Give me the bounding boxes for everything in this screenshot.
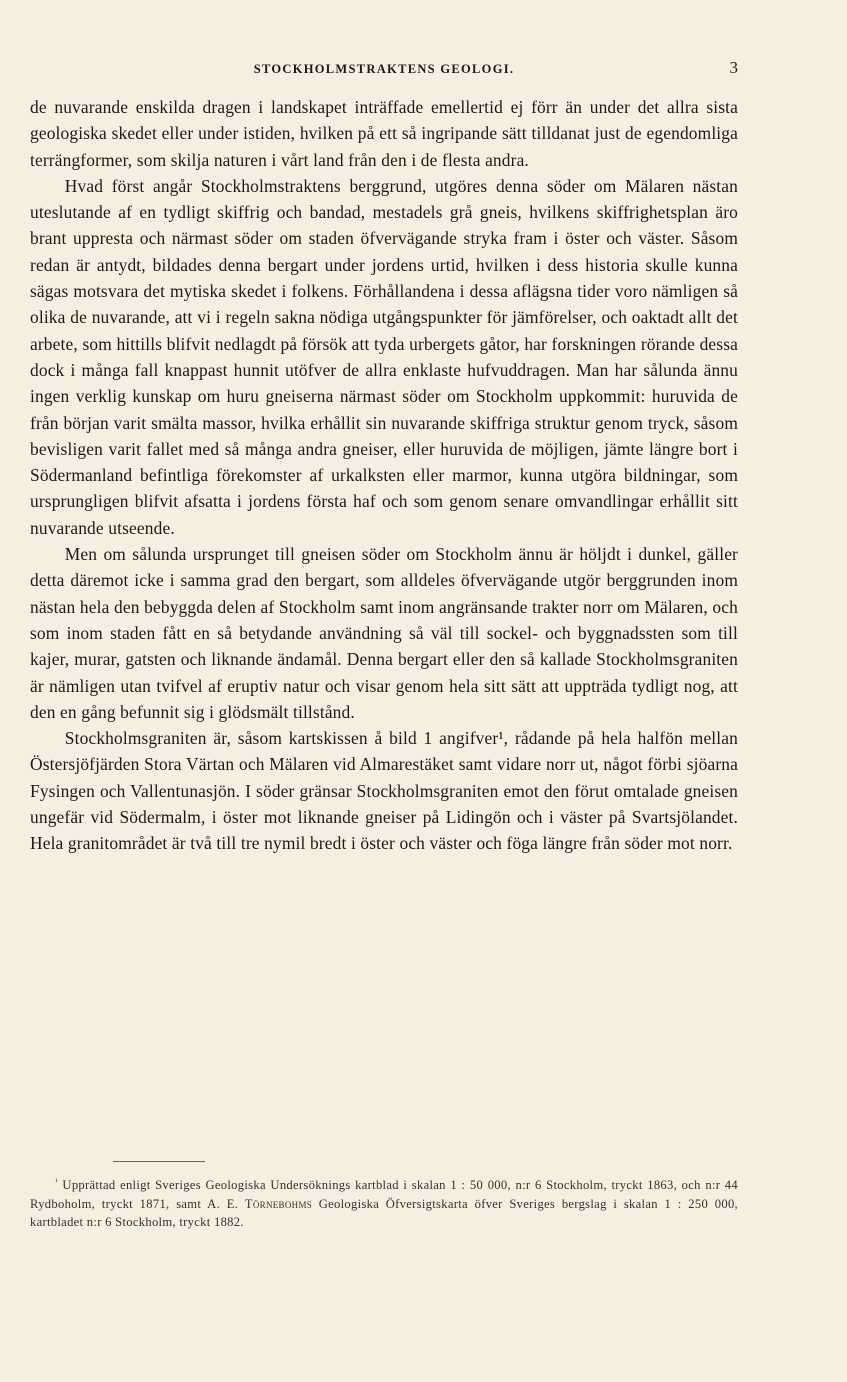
footnote-author: Törnebohms	[244, 1196, 313, 1211]
running-title: STOCKHOLMSTRAKTENS GEOLOGI.	[253, 62, 515, 76]
footnote-text	[30, 1176, 738, 1232]
page-header	[30, 58, 738, 82]
body-text	[30, 94, 738, 857]
footnote-marker: ¹	[55, 1176, 58, 1186]
paragraph-2: Hvad först angår Stockholmstraktens berggrund, utgöres denna söder om Mälaren nästan uteslutande af en tydligt skiffrig och bandad, mestadels grå gneis, hvilkens skiffrighetsplan äro brant uppresta och närmast söder om staden öfvervägande stryka fram i öster och väster. Såsom redan är antydt, bildades denna bergart under jordens urtid, hvilken i dess historia skulle kunna sägas motsvara det mytiska skedet i folkens. Förhållandena i dessa aflägsna tider voro nämligen så olika de nuvarande, att vi i regeln sakna nödiga utgångspunkter för jämförelser, och oaktadt allt det arbete, som hittills blifvit nedlagdt på försök att tyda urbergets gåtor, har forskningen rörande dessa dock i många fall knappast hunnit utöfver de allra enklaste hufvuddragen. Man har sålunda ännu ingen verklig kunskap om huru gneiserna närmast söder om Stockholm uppkommit: huruvida de från början varit smälta massor, hvilka erhållit sin nuvarande skiffriga struktur genom tryck, såsom bevisligen varit fallet med så många andra gneiser, eller huruvida de möjligen, jämte längre bort i Södermanland befintliga förekomster af urkalksten eller marmor, kunna utgöra bildningar, som ursprungligen blifvit afsatta i jordens första haf och som genom senare omvandlingar erhållit sitt nuvarande utseende.	[30, 175, 738, 538]
footnote-text-after: Geologiska Öfversigtskarta öfver Sveriges bergslag i skalan 1 : 250 000, kartbladet n:r 6 Stockholm, tryckt 1882.	[30, 1196, 738, 1230]
page-number: 3	[729, 58, 738, 77]
footnote-separator	[113, 1161, 205, 1162]
paragraph-1: de nuvarande enskilda dragen i landskapet inträffade emellertid ej förr än under det allra sista geologiska skedet eller under istiden, hvilken på ett så ingripande sätt tilldanat just de egendomliga terrängformer, som skilja naturen i vårt land från den i de flesta andra.	[30, 97, 738, 170]
paragraph-4: Stockholmsgraniten är, såsom kartskissen å bild 1 angifver¹, rådande på hela halfön mellan Östersjöfjärden Stora Värtan och Mälaren vid Almarestäket samt vidare norr ut, något förbi sjöarna Fysingen och Vallentunasjön. I söder gränsar Stockholmsgraniten emot den förut omtalade gneisen ungefär vid Södermalm, i öster mot liknande gneiser på Lidingön och i väster på Svartsjölandet. Hela granitområdet är två till tre nymil bredt i öster och väster och föga längre från söder mot norr.	[30, 728, 738, 854]
footnote	[30, 1176, 738, 1232]
footnote-text-before: Upprättad enligt Sveriges Geologiska Undersöknings kartblad i skalan 1 : 50 000, n:r 6 Stockholm, tryckt 1863, och n:r 44 Rydboholm, tryckt 1871, samt A. E.	[30, 1178, 738, 1211]
paragraph-3: Men om sålunda ursprunget till gneisen söder om Stockholm ännu är höljdt i dunkel, gäller detta däremot icke i samma grad den bergart, som alldeles öfvervägande utgör berggrunden inom nästan hela den bebyggda delen af Stockholm samt inom angränsande trakter norr om Mälaren, och som inom staden fått en så betydande användning så väl till sockel- och byggnadssten som till kajer, murar, gatsten och liknande ändamål. Denna bergart eller den så kallade Stockholmsgraniten är nämligen utan tvifvel af eruptiv natur och visar genom hela sitt sätt att uppträda tydligt nog, att den en gång befunnit sig i glödsmält tillstånd.	[30, 544, 738, 722]
